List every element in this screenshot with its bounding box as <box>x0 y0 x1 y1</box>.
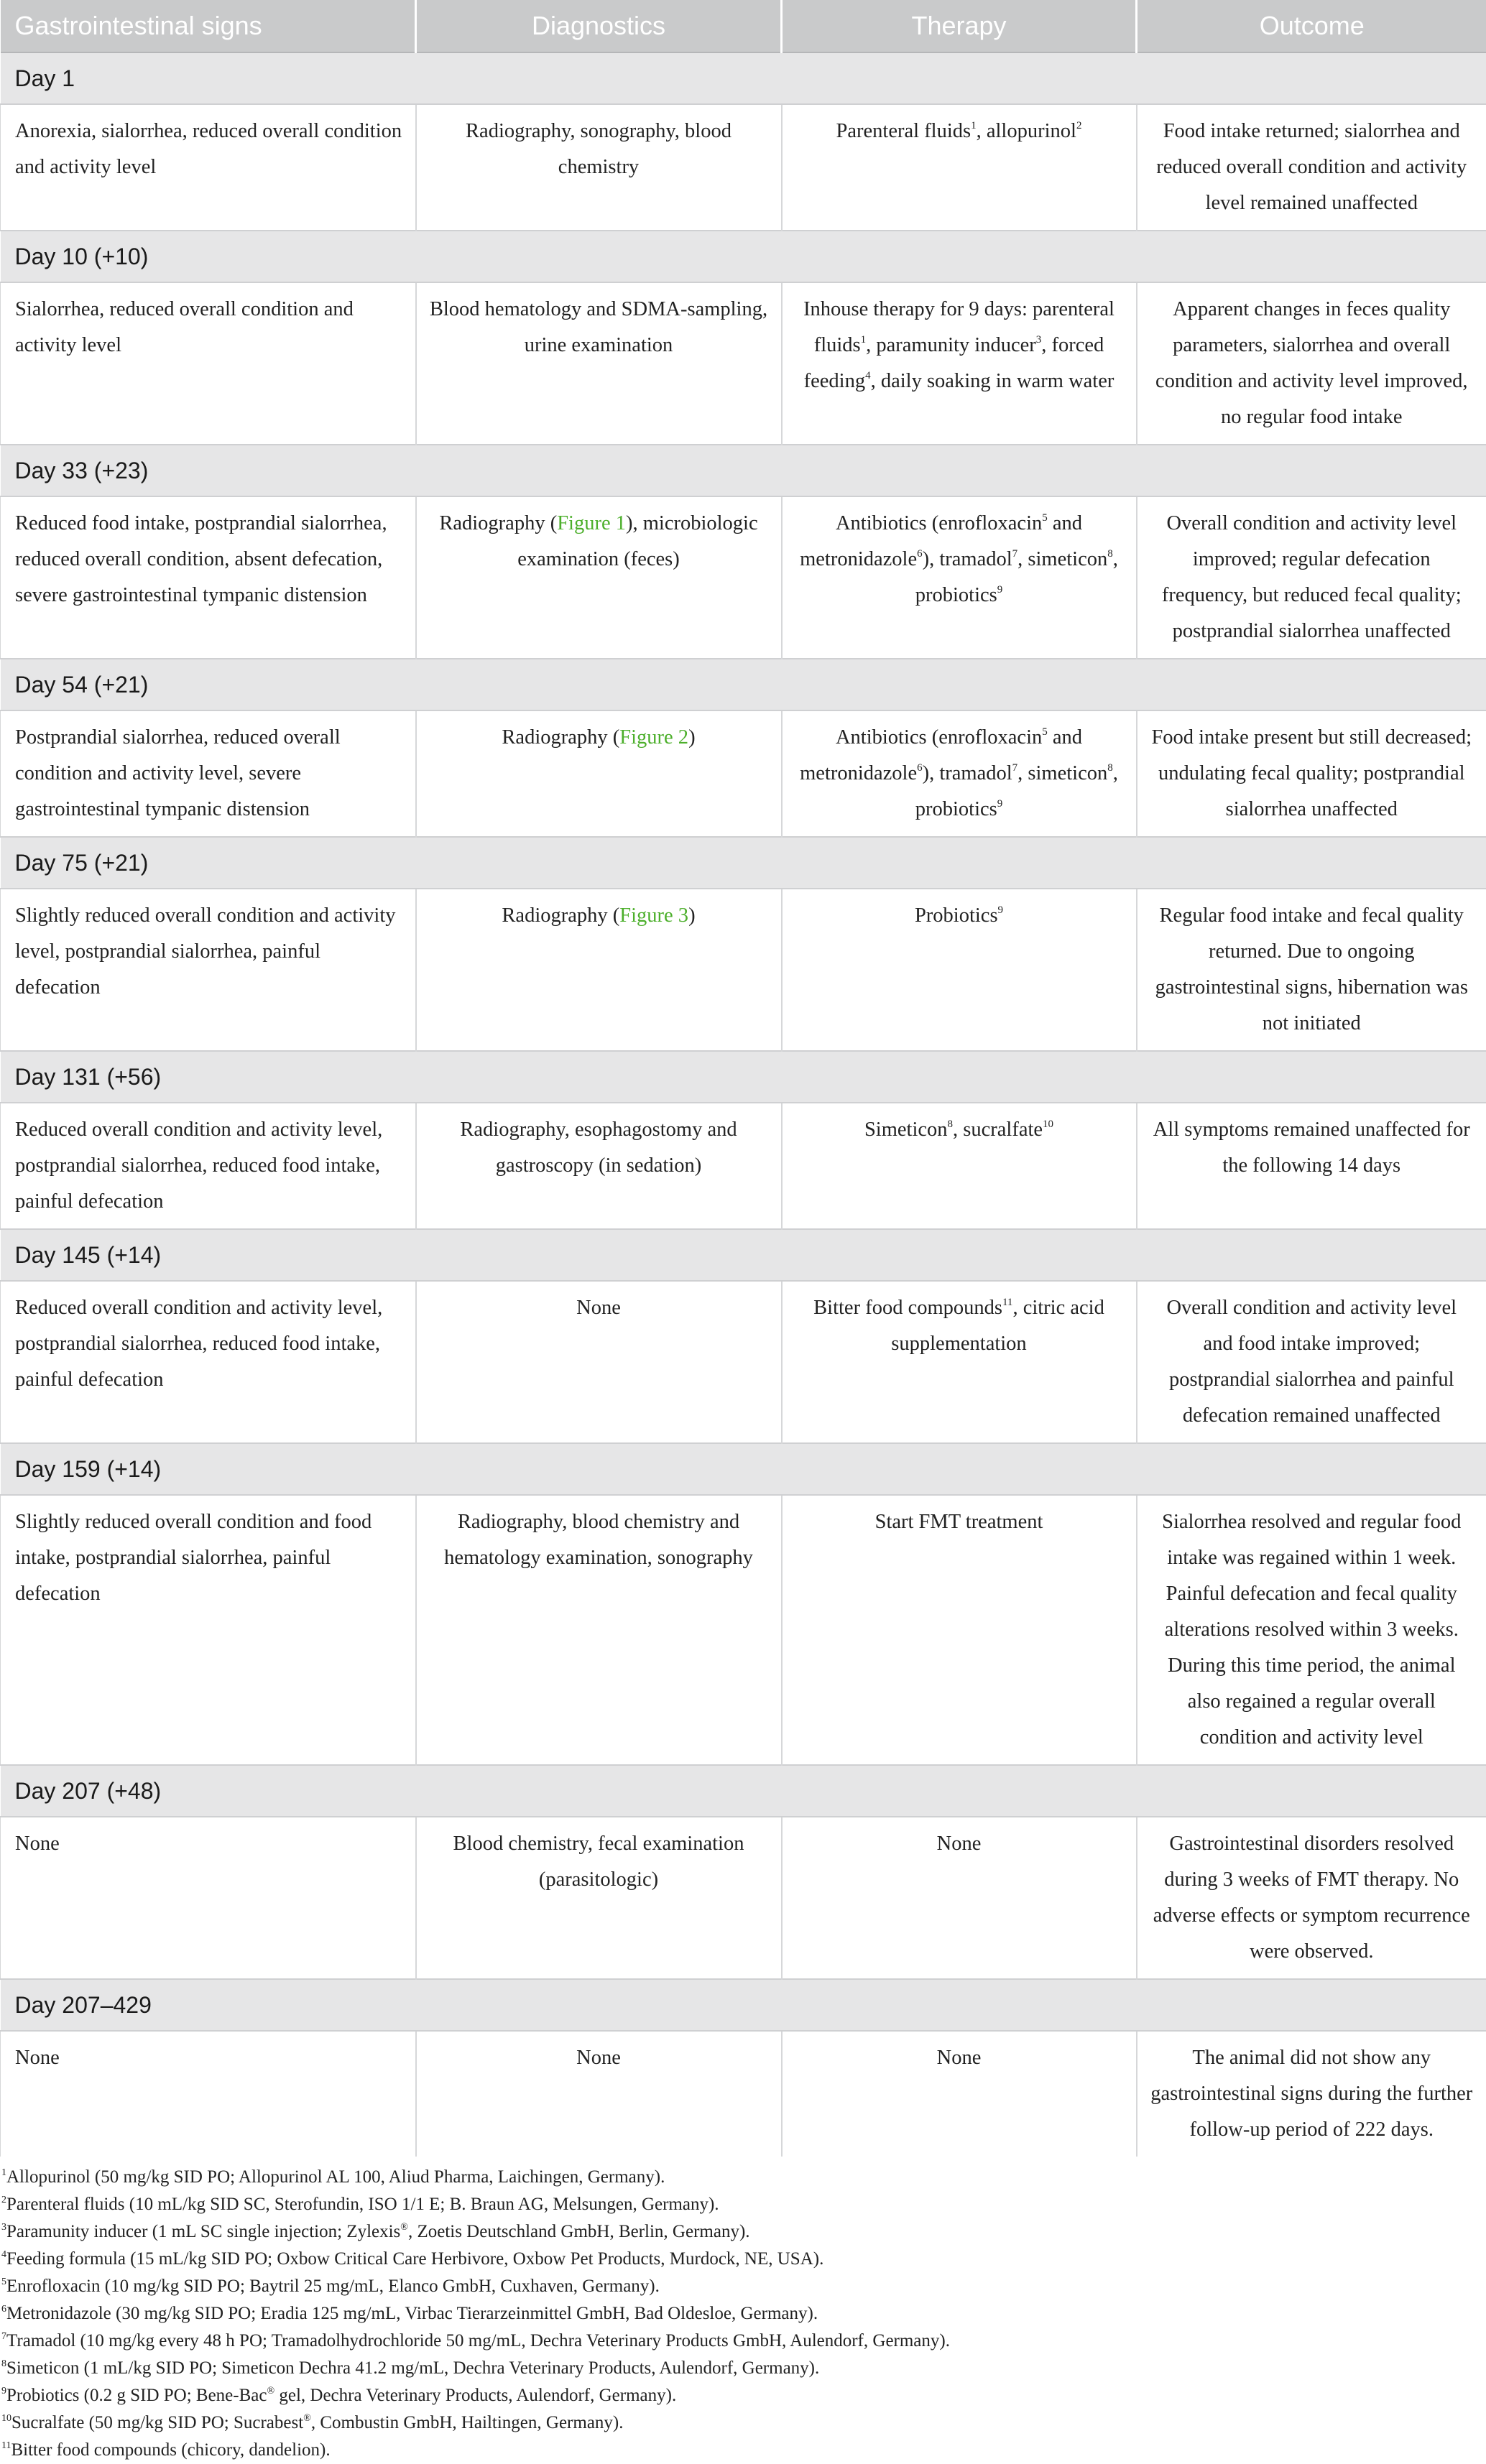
cell-therapy: Antibiotics (enrofloxacin$^5$ and metronidazole$^6$), tramadol$^7$, simeticon$^8$, probiotics$^9$ <box>782 710 1137 837</box>
day-header-row <box>1 1765 1486 1817</box>
cell-diagnostics: Radiography, sonography, blood chemistry <box>416 104 782 231</box>
cell-signs: Reduced overall condition and activity level, postprandial sialorrhea, reduced food intake, painful defecation <box>1 1103 416 1229</box>
footnotes <box>0 2164 1486 2464</box>
day-header-row <box>1 1051 1486 1103</box>
cell-outcome: Food intake present but still decreased; undulating fecal quality; postprandial sialorrhea unaffected <box>1137 710 1486 837</box>
day-header-row <box>1 837 1486 889</box>
day-label: Day 33 (+23) <box>1 445 1486 496</box>
cell-therapy: Probiotics$^9$ <box>782 889 1137 1051</box>
cell-diagnostics: Blood hematology and SDMA-sampling, urine examination <box>416 282 782 445</box>
header-outcome: Outcome <box>1137 0 1486 52</box>
day-label: Day 131 (+56) <box>1 1051 1486 1103</box>
cell-signs: Reduced food intake, postprandial sialorrhea, reduced overall condition, absent defecation, severe gastrointestinal tympanic distension <box>1 496 416 659</box>
cell-outcome: Apparent changes in feces quality parameters, sialorrhea and overall condition and activity level improved, no regular food intake <box>1137 282 1486 445</box>
cell-outcome: Gastrointestinal disorders resolved during 3 weeks of FMT therapy. No adverse effects or symptom recurrence were observed. <box>1137 1817 1486 1979</box>
cell-diagnostics: None <box>416 1281 782 1443</box>
cell-signs: Slightly reduced overall condition and activity level, postprandial sialorrhea, painful defecation <box>1 889 416 1051</box>
table-row <box>1 1281 1486 1443</box>
cell-signs: Reduced overall condition and activity level, postprandial sialorrhea, reduced food intake, painful defecation <box>1 1281 416 1443</box>
header-therapy: Therapy <box>782 0 1137 52</box>
table-header-row <box>1 0 1486 52</box>
table-row <box>1 1817 1486 1979</box>
cell-signs: Postprandial sialorrhea, reduced overall condition and activity level, severe gastrointestinal tympanic distension <box>1 710 416 837</box>
day-label: Day 10 (+10) <box>1 231 1486 282</box>
cell-diagnostics: Radiography (Figure 2) <box>416 710 782 837</box>
day-label: Day 1 <box>1 52 1486 104</box>
day-header-row <box>1 231 1486 282</box>
table-row <box>1 1103 1486 1229</box>
day-label: Day 75 (+21) <box>1 837 1486 889</box>
cell-signs: None <box>1 2031 416 2157</box>
header-diagnostics: Diagnostics <box>416 0 782 52</box>
day-header-row <box>1 1979 1486 2031</box>
day-header-row <box>1 1229 1486 1281</box>
cell-therapy: None <box>782 1817 1137 1979</box>
day-label: Day 159 (+14) <box>1 1443 1486 1495</box>
table-row <box>1 889 1486 1051</box>
cell-signs: Sialorrhea, reduced overall condition and activity level <box>1 282 416 445</box>
footnote: $^7$Tramadol (10 mg/kg every 48 h PO; Tramadolhydrochloride 50 mg/mL, Dechra Veterinary Products GmbH, Aulendorf, Germany). <box>1 2328 1486 2355</box>
table-row <box>1 104 1486 231</box>
cell-therapy: None <box>782 2031 1137 2157</box>
figure-link[interactable]: Figure 3 <box>619 904 688 927</box>
footnote: $^3$Paramunity inducer (1 mL SC single injection; Zylexis®, Zoetis Deutschland GmbH, Berlin, Germany). <box>1 2218 1486 2246</box>
footnote: $^{11}$Bitter food compounds (chicory, dandelion). <box>1 2437 1486 2464</box>
footnote: $^{10}$Sucralfate (50 mg/kg SID PO; Sucrabest®, Combustin GmbH, Hailtingen, Germany). <box>1 2409 1486 2437</box>
day-header-row <box>1 1443 1486 1495</box>
cell-therapy: Parenteral fluids$^1$, allopurinol$^2$ <box>782 104 1137 231</box>
cell-therapy: Start FMT treatment <box>782 1495 1137 1765</box>
footnote: $^4$Feeding formula (15 mL/kg SID PO; Oxbow Critical Care Herbivore, Oxbow Pet Products, Murdock, NE, USA). <box>1 2246 1486 2273</box>
footnote: $^2$Parenteral fluids (10 mL/kg SID SC, Sterofundin, ISO 1/1 E; B. Braun AG, Melsungen, Germany). <box>1 2191 1486 2218</box>
day-label: Day 207 (+48) <box>1 1765 1486 1817</box>
footnote: $^8$Simeticon (1 mL/kg SID PO; Simeticon Dechra 41.2 mg/mL, Dechra Veterinary Products, Aulendorf, Germany). <box>1 2355 1486 2382</box>
day-label: Day 54 (+21) <box>1 659 1486 710</box>
figure-link[interactable]: Figure 2 <box>619 726 688 749</box>
cell-diagnostics: Radiography (Figure 1), microbiologic examination (feces) <box>416 496 782 659</box>
cell-diagnostics: Radiography, esophagostomy and gastroscopy (in sedation) <box>416 1103 782 1229</box>
cell-diagnostics: None <box>416 2031 782 2157</box>
cell-therapy: Antibiotics (enrofloxacin$^5$ and metronidazole$^6$), tramadol$^7$, simeticon$^8$, probiotics$^9$ <box>782 496 1137 659</box>
day-header-row <box>1 659 1486 710</box>
cell-therapy: Bitter food compounds$^{11}$, citric acid supplementation <box>782 1281 1137 1443</box>
header-signs: Gastrointestinal signs <box>1 0 416 52</box>
table-row <box>1 1495 1486 1765</box>
table-row <box>1 710 1486 837</box>
footnote: $^6$Metronidazole (30 mg/kg SID PO; Eradia 125 mg/mL, Virbac Tierarzeinmittel GmbH, Bad Oldesloe, Germany). <box>1 2300 1486 2328</box>
cell-signs: Anorexia, sialorrhea, reduced overall condition and activity level <box>1 104 416 231</box>
cell-outcome: Sialorrhea resolved and regular food intake was regained within 1 week. Painful defecation and fecal quality alterations resolved within 3 weeks. During this time period, the animal also regained a regular overall condition and activity level <box>1137 1495 1486 1765</box>
cell-diagnostics: Radiography, blood chemistry and hematology examination, sonography <box>416 1495 782 1765</box>
cell-outcome: Overall condition and activity level improved; regular defecation frequency, but reduced fecal quality; postprandial sialorrhea unaffected <box>1137 496 1486 659</box>
cell-outcome: Regular food intake and fecal quality returned. Due to ongoing gastrointestinal signs, hibernation was not initiated <box>1137 889 1486 1051</box>
cell-outcome: The animal did not show any gastrointestinal signs during the further follow-up period of 222 days. <box>1137 2031 1486 2157</box>
cell-outcome: Overall condition and activity level and food intake improved; postprandial sialorrhea and painful defecation remained unaffected <box>1137 1281 1486 1443</box>
cell-outcome: All symptoms remained unaffected for the following 14 days <box>1137 1103 1486 1229</box>
cell-diagnostics: Blood chemistry, fecal examination (parasitologic) <box>416 1817 782 1979</box>
footnote: $^1$Allopurinol (50 mg/kg SID PO; Allopurinol AL 100, Aliud Pharma, Laichingen, Germany). <box>1 2164 1486 2191</box>
footnote: $^9$Probiotics (0.2 g SID PO; Bene-Bac® gel, Dechra Veterinary Products, Aulendorf, Germany). <box>1 2382 1486 2409</box>
table-row <box>1 2031 1486 2157</box>
figure-link[interactable]: Figure 1 <box>557 512 626 534</box>
cell-outcome: Food intake returned; sialorrhea and reduced overall condition and activity level remained unaffected <box>1137 104 1486 231</box>
day-header-row <box>1 52 1486 104</box>
cell-signs: Slightly reduced overall condition and food intake, postprandial sialorrhea, painful defecation <box>1 1495 416 1765</box>
cell-signs: None <box>1 1817 416 1979</box>
cell-therapy: Inhouse therapy for 9 days: parenteral fluids$^1$, paramunity inducer$^3$, forced feeding$^4$, daily soaking in warm water <box>782 282 1137 445</box>
cell-therapy: Simeticon$^8$, sucralfate$^{10}$ <box>782 1103 1137 1229</box>
day-label: Day 207–429 <box>1 1979 1486 2031</box>
footnote: $^5$Enrofloxacin (10 mg/kg SID PO; Baytril 25 mg/mL, Elanco GmbH, Cuxhaven, Germany). <box>1 2273 1486 2300</box>
cell-diagnostics: Radiography (Figure 3) <box>416 889 782 1051</box>
table-row <box>1 282 1486 445</box>
table-row <box>1 496 1486 659</box>
day-label: Day 145 (+14) <box>1 1229 1486 1281</box>
day-header-row <box>1 445 1486 496</box>
